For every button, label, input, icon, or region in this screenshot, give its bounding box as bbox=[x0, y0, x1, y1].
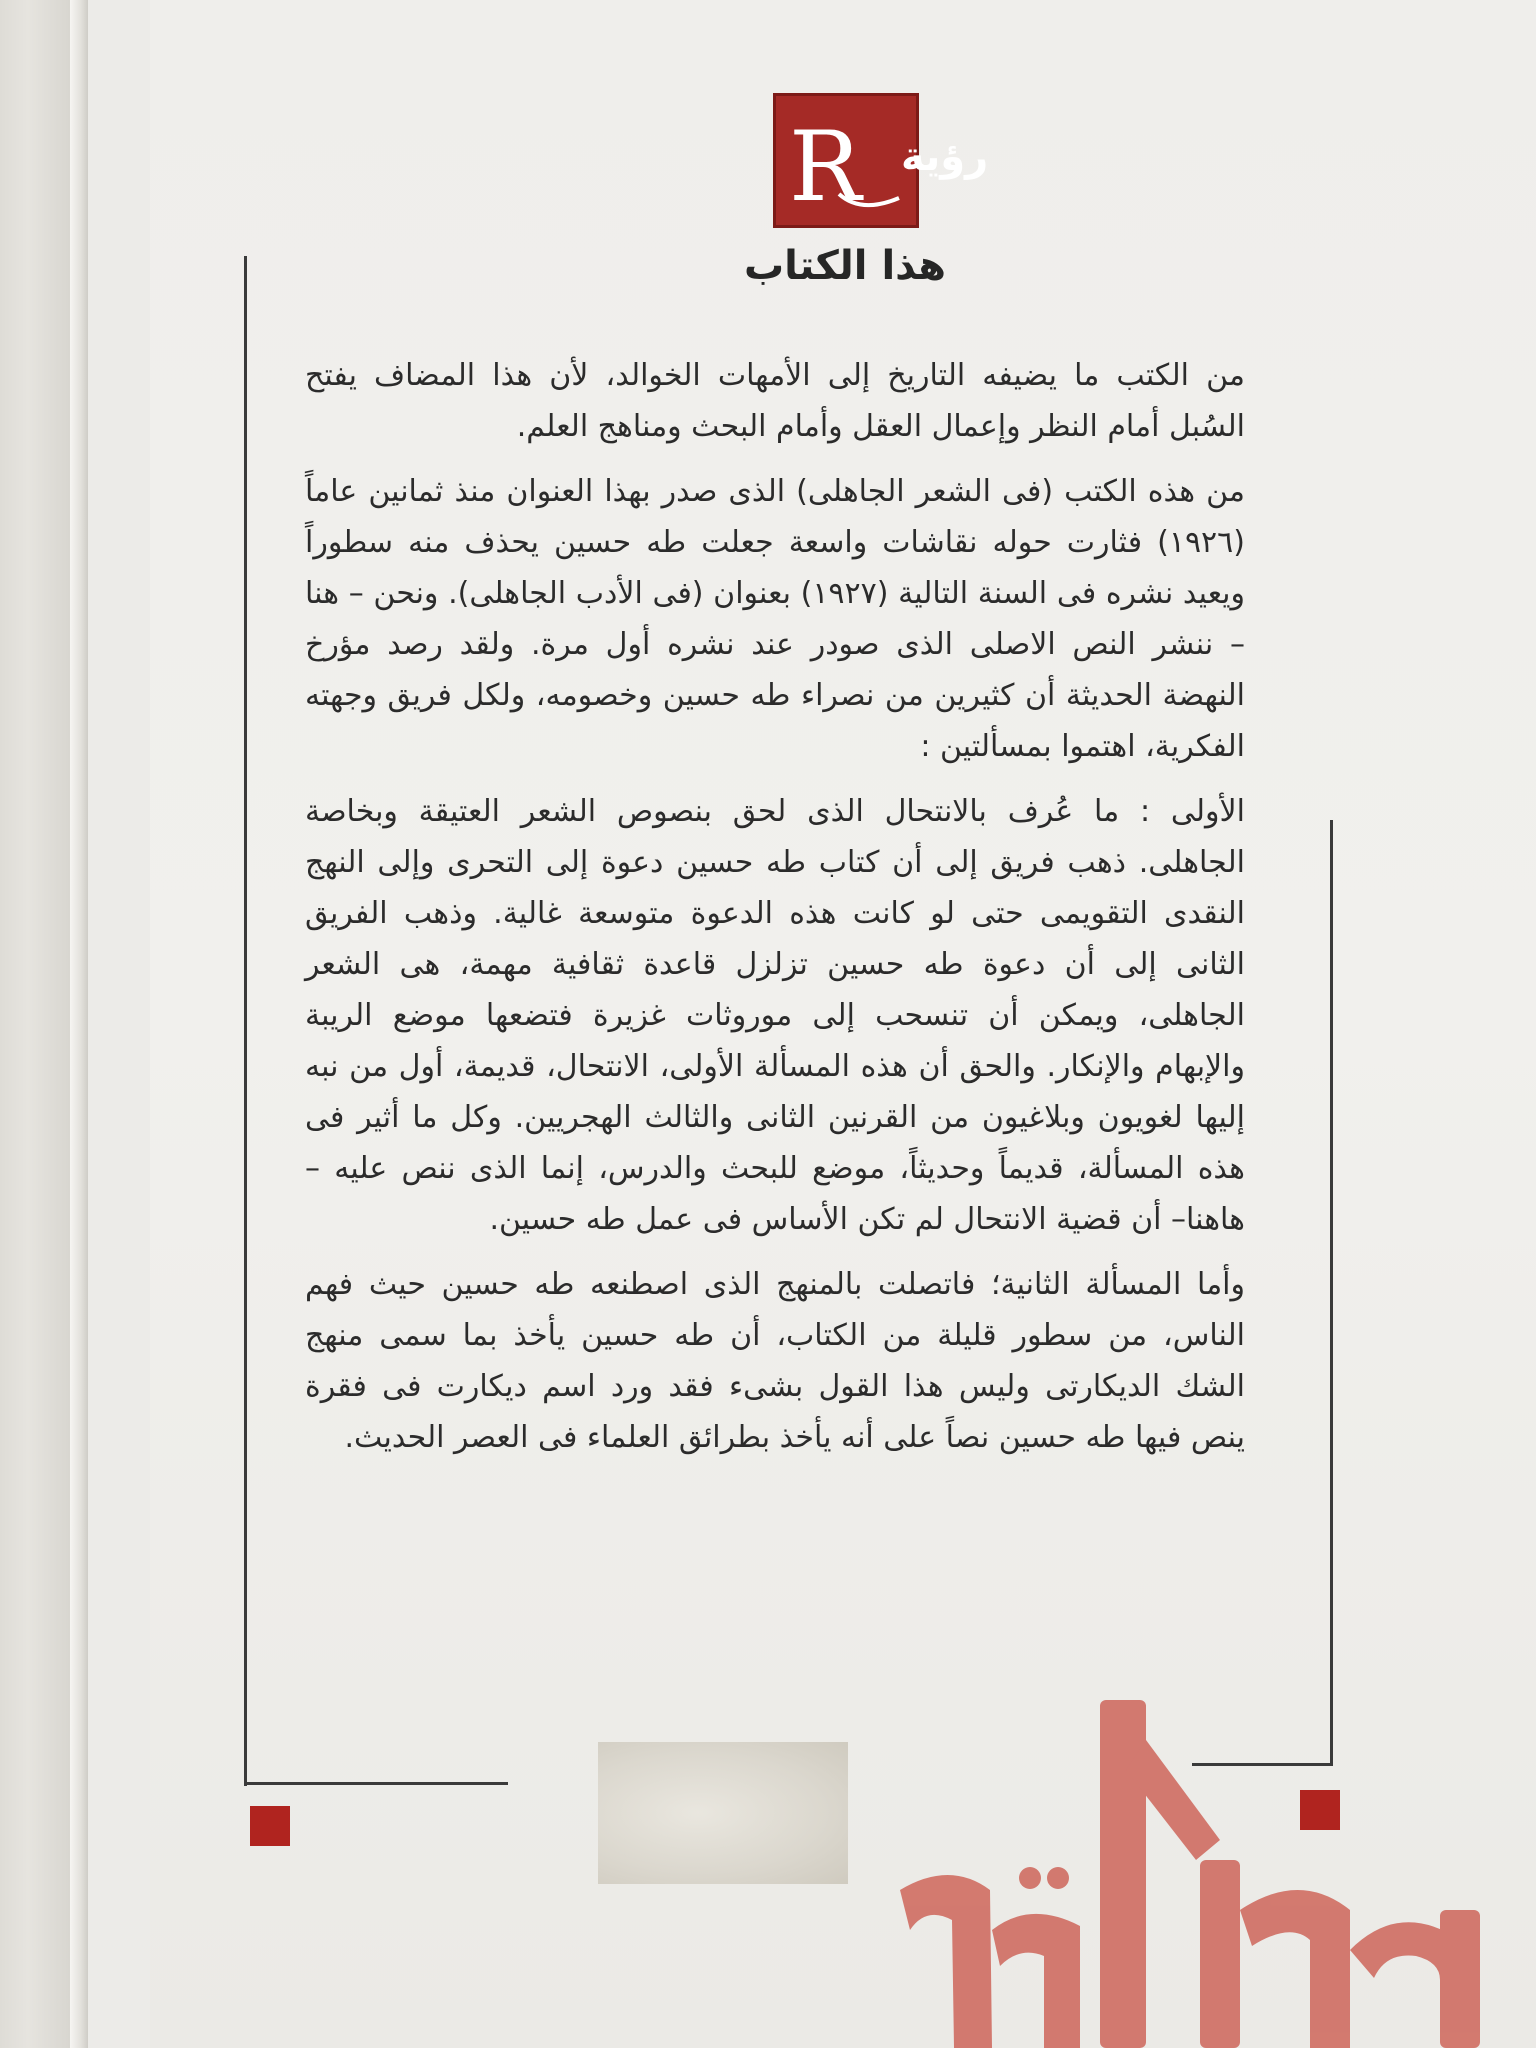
decorative-square-left bbox=[250, 1806, 290, 1846]
calligraphy-stroke bbox=[1240, 1890, 1350, 2048]
paragraph-intro: من الكتب ما يضيفه التاريخ إلى الأمهات الخوالد، لأن هذا المضاف يفتح السُبل أمام النظر وإعمال العقل وأمام البحث ومناهج العلم. bbox=[305, 358, 1245, 444]
paragraph-second-issue: وأما المسألة الثانية؛ فاتصلت بالمنهج الذى اصطنعه طه حسين حيث فهم الناس، من سطور قليلة من الكتاب، أن طه حسين يأخذ بما سمى منهج الشك الديكارتى وليس هذا القول بشىء فقد ورد اسم ديكارت فى فقرة ينص فيها طه حسين نصاً على أنه يأخذ بطرائق العلماء فى العصر الحديث. bbox=[305, 1267, 1245, 1455]
torn-sticker-residue bbox=[598, 1742, 848, 1884]
logo-word: رؤية bbox=[901, 133, 989, 180]
frame-left-horizontal bbox=[244, 1782, 508, 1785]
logo-letter: R bbox=[789, 110, 862, 223]
publisher-logo-mark bbox=[781, 102, 989, 223]
blurb-text bbox=[305, 350, 1245, 1730]
publisher-logo bbox=[773, 93, 989, 228]
series-calligraphy-art bbox=[880, 1700, 1536, 2048]
calligraphy-stroke bbox=[1440, 1910, 1480, 2048]
book-spine bbox=[0, 0, 70, 2048]
spine-edge bbox=[70, 0, 88, 2048]
calligraphy-dot bbox=[1019, 1867, 1041, 1889]
section-title: هذا الكتاب bbox=[743, 243, 946, 289]
calligraphy-stroke bbox=[992, 1914, 1080, 2048]
calligraphy-stroke bbox=[900, 1875, 992, 2048]
calligraphy-dot bbox=[1047, 1867, 1069, 1889]
paragraph-first-issue: الأولى : ما عُرف بالانتحال الذى لحق بنصوص الشعر العتيقة وبخاصة الجاهلى. ذهب فريق إلى أن كتاب طه حسين دعوة إلى التحرى وإلى النهج النقدى التقويمى حتى لو كانت هذه الدعوة متوسعة غالية. وذهب الفريق الثانى إلى أن دعوة طه حسين تزلزل قاعدة ثقافية مهمة، هى الشعر الجاهلى، ويمكن أن تنسحب إلى موروثات غزيرة فتضعها موضع الريبة والإبهام والإنكار. والحق أن هذه المسألة الأولى، الانتحال، قديمة، أول من نبه إليها لغويون وبلاغيون من القرنين الثانى والثالث الهجريين. وكل ما أثير فى هذه المسألة، قديماً وحديثاً، موضع للبحث والدرس، إنما الذى ننص عليه – هاهنا– أن قضية الانتحال لم تكن الأساس فى عمل طه حسين. bbox=[305, 794, 1245, 1237]
paragraph-book: من هذه الكتب (فى الشعر الجاهلى) الذى صدر بهذا العنوان منذ ثمانين عاماً (١٩٢٦) فثارت حوله نقاشات واسعة جعلت طه حسين يحذف منه سطوراً ويعيد نشره فى السنة التالية (١٩٢٧) بعنوان (فى الأدب الجاهلى). ونحن – هنا – ننشر النص الاصلى الذى صودر عند نشره أول مرة. ولقد رصد مؤرخ النهضة الحديثة أن كثيرين من نصراء طه حسين وخصومه، ولكل فريق وجهته الفكرية، اهتموا بمسألتين : bbox=[305, 474, 1246, 764]
frame-right-vertical bbox=[1330, 820, 1333, 1765]
calligraphy-stroke bbox=[1200, 1860, 1240, 2048]
frame-left-vertical bbox=[244, 256, 247, 1786]
